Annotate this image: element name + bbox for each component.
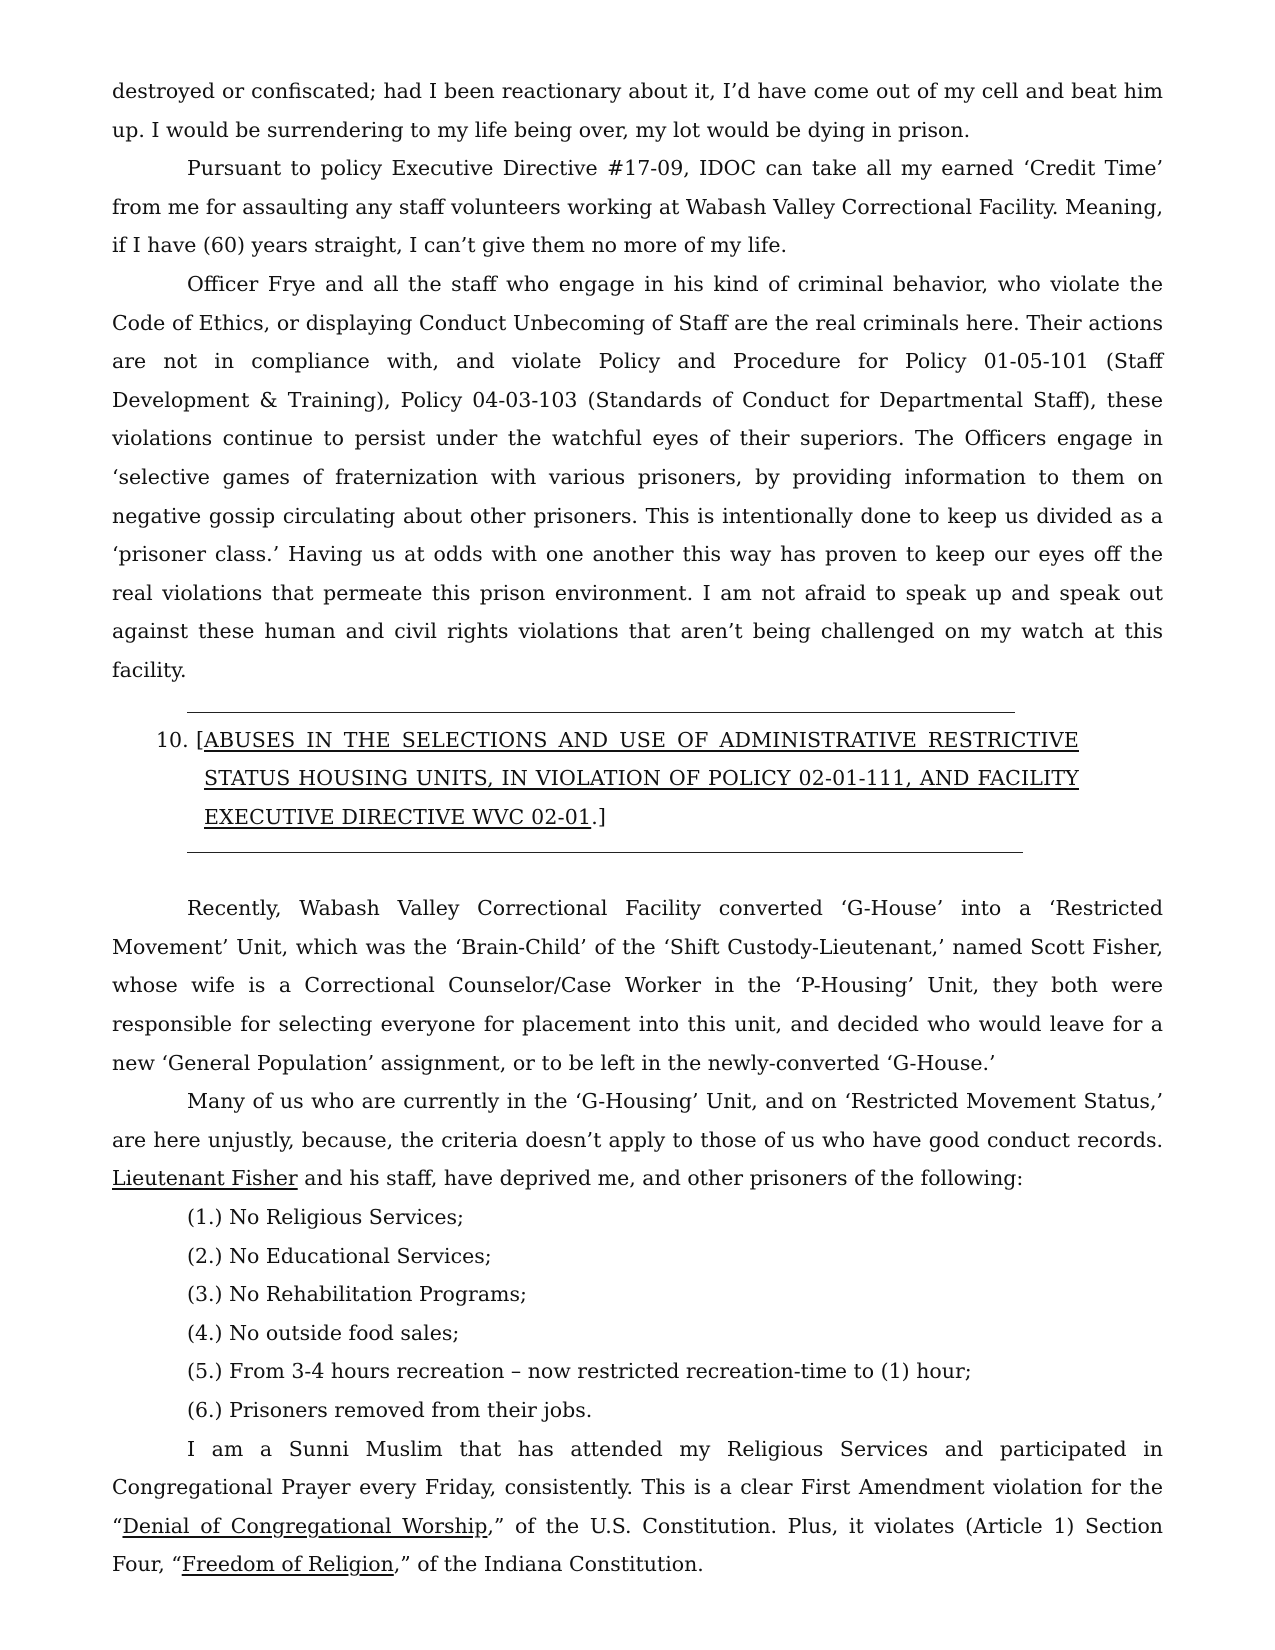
list-item: (1.) No Religious Services; [187,1205,464,1230]
paragraph-recently: Recently, Wabash Valley Correctional Facility converted ‘G-House’ into a ‘Restricted Movement’ Unit, which was the ‘Brain-Child’ of the ‘Shift Custody-Lieutenant,’ named Scott Fisher, whose wife is a Correctional Counselor/Case Worker in the ‘P-Housing’ Unit, they both were responsible for selecting everyone for placement into this unit, and decided who would leave for a new ‘General Population’ assignment, or to be left in the newly-converted ‘G-House.’ [112,896,1163,1075]
sunni-part3: ,” of the Indiana Constitution. [393,1552,704,1577]
many-text-before: Many of us who are currently in the ‘G-Housing’ Unit, and on ‘Restricted Movement Status,’ are here unjustly, because, the criteria doesn’t apply to those of us who have good conduct records. [112,1089,1163,1152]
list-item: (2.) No Educational Services; [187,1243,492,1268]
section-rule-top [187,712,1015,713]
denial-of-worship-underlined: Denial of Congregational Worship [122,1513,488,1538]
section-title: ABUSES IN THE SELECTIONS AND USE OF ADMINISTRATIVE RESTRICTIVE STATUS HOUSING UNITS, IN VIOLATION OF POLICY 02-01-111, AND FACILITY EXECUTIVE DIRECTIVE WVC 02-01 [204,727,1079,829]
paragraph-many-of-us [112,1082,1163,1198]
deprivations-list [112,1198,1163,1430]
paragraph-confiscated: destroyed or confiscated; had I been reactionary about it, I’d have come out of my cell and beat him up. I would be surrendering to my life being over, my lot would be dying in prison. [112,79,1163,142]
paragraph-officer-frye: Officer Frye and all the staff who engage in his kind of criminal behavior, who violate the Code of Ethics, or displaying Conduct Unbecoming of Staff are the real criminals here. Their actions are not in compliance with, and violate Policy and Procedure for Policy 01-05-101 (Staff Development & Training), Policy 04-03-103 (Standards of Conduct for Departmental Staff), these violations continue to persist under the watchful eyes of their superiors. The Officers engage in ‘selective games of fraternization with various prisoners, by providing information to them on negative gossip circulating about other prisoners. This is intentionally done to keep us divided as a ‘prisoner class.’ Having us at odds with one another this way has proven to keep our eyes off the real violations that permeate this prison environment. I am not afraid to speak up and speak out against these human and civil rights violations that aren’t being challenged on my watch at this facility. [112,271,1163,682]
section-title-wrap [204,721,1079,837]
section-heading [156,721,1079,837]
lieutenant-fisher-underlined: Lieutenant Fisher [112,1166,298,1191]
list-item: (3.) No Rehabilitation Programs; [187,1282,527,1307]
sunni-part1: I am a Sunni Muslim that has attended my Religious Services and participated in Congregational Prayer every Friday, consistently. This is a clear First Amendment violation for the “ [112,1436,1163,1538]
paragraph-sunni-muslim [112,1430,1163,1584]
list-item: (5.) From 3-4 hours recreation – now restricted recreation-time to (1) hour; [187,1359,972,1384]
section-rule-bottom [187,852,1023,853]
many-text-after: and his staff, have deprived me, and other prisoners of the following: [297,1166,1024,1191]
list-item: (4.) No outside food sales; [187,1320,460,1345]
sunni-part2: ,” of the U.S. Constitution. Plus, it violates (Article 1) Section Four, “ [112,1513,1163,1577]
section-number: 10. [156,727,189,752]
list-item: (6.) Prisoners removed from their jobs. [187,1398,593,1422]
freedom-of-religion-underlined: Freedom of Religion [181,1552,394,1577]
section-open-bracket: [ [196,727,204,752]
section-close: .] [591,804,607,829]
paragraph-credit-time: Pursuant to policy Executive Directive #17-09, IDOC can take all my earned ‘Credit Time’ from me for assaulting any staff volunteers working at Wabash Valley Correctional Facility. Meaning, if I have (60) years straight, I can’t give them no more of my life. [112,156,1163,258]
